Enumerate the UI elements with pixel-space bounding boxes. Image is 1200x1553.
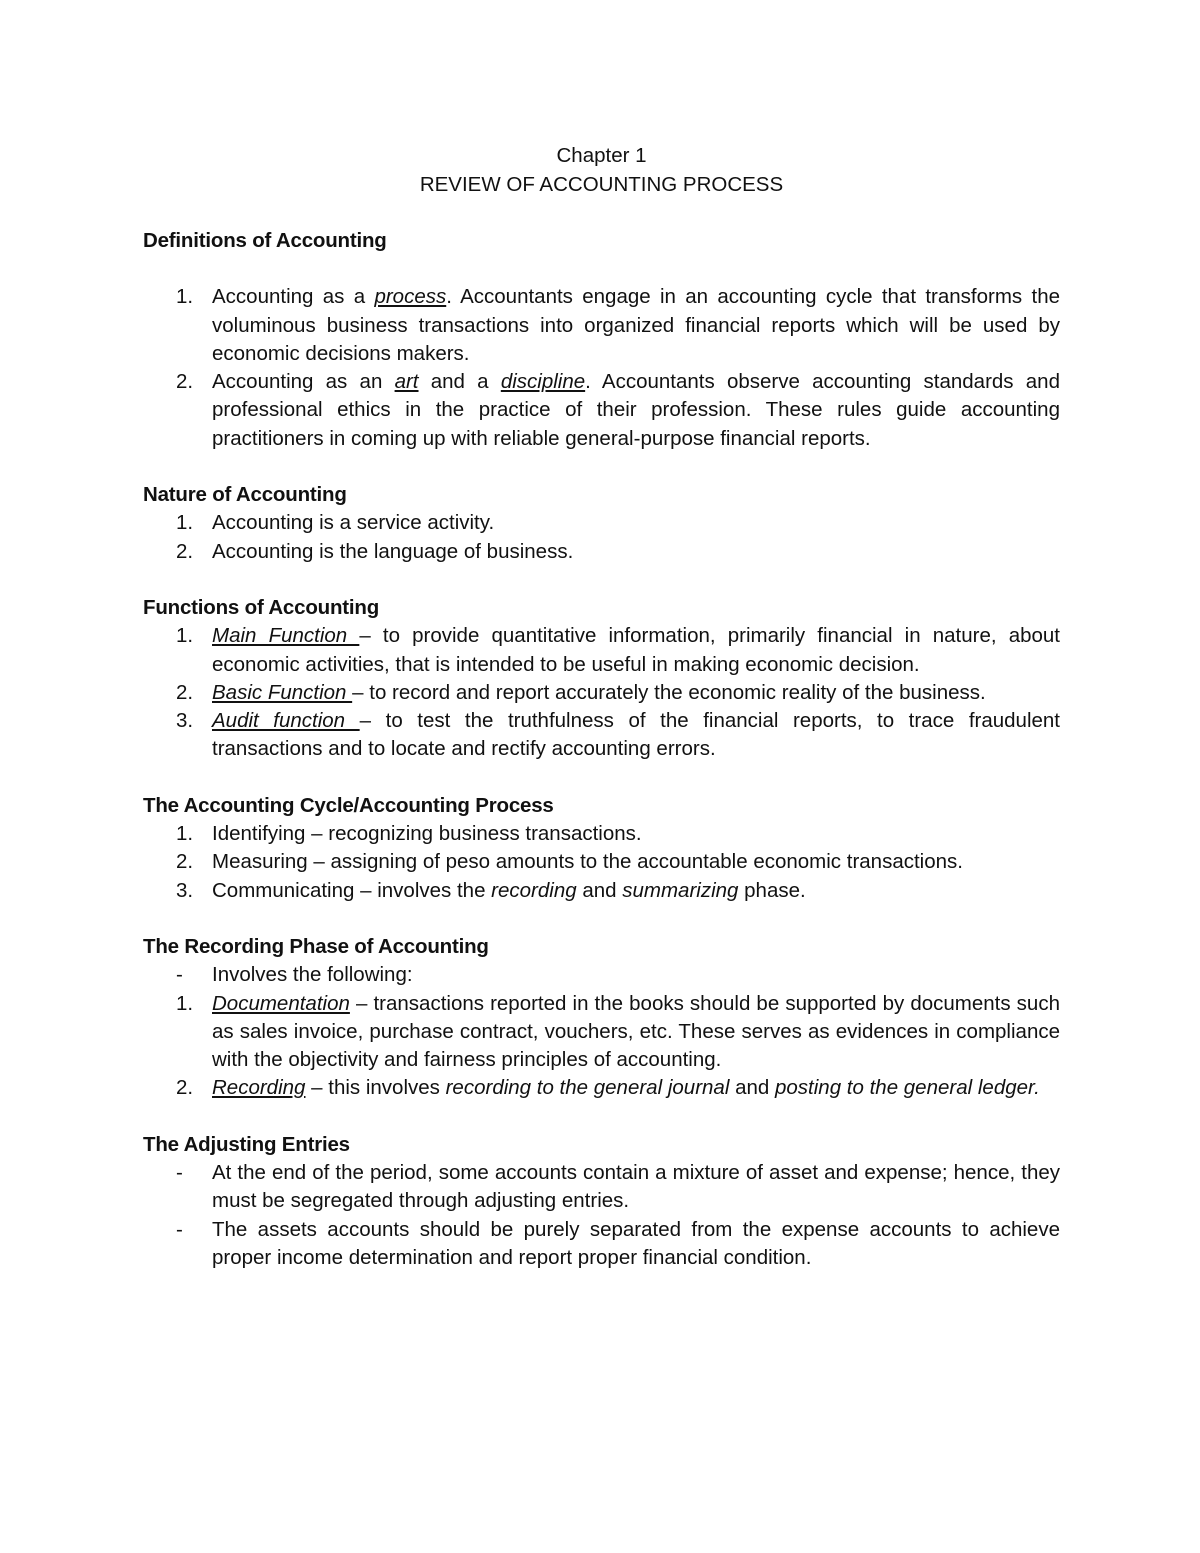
- item-text: Involves the following:: [212, 963, 413, 987]
- list-item: [143, 509, 1060, 537]
- list-number: 2.: [176, 850, 194, 874]
- list-item: [143, 538, 1060, 566]
- section-nature: [143, 481, 1060, 566]
- list-item: [143, 707, 1060, 764]
- item-emphasis: recording to the general journal: [445, 1076, 730, 1100]
- list-item: [143, 679, 1060, 707]
- item-text: – to record and report accurately the economic reality of the business.: [352, 680, 986, 704]
- list-number: 1.: [176, 991, 194, 1015]
- list-number: 2.: [176, 370, 194, 394]
- item-text: The assets accounts should be purely separated from the expense accounts to achieve proper income determination and report proper financial condition.: [212, 1217, 1060, 1269]
- section-cycle: [143, 792, 1060, 905]
- item-text: . Accountants engage in an accounting cycle that transforms the voluminous business transactions into organized financial reports which will be used by economic decisions makers.: [212, 285, 1060, 365]
- list-number: 2.: [176, 680, 194, 704]
- item-emphasis: posting to the general ledger.: [775, 1076, 1040, 1100]
- item-text: and: [576, 878, 623, 902]
- section-recording: [143, 933, 1060, 1103]
- list-item: [143, 368, 1060, 453]
- definitions-list: [143, 283, 1060, 453]
- nature-list: [143, 509, 1060, 566]
- item-emphasis: recording: [491, 878, 577, 902]
- item-text: – this involves: [305, 1076, 446, 1100]
- item-text: Accounting is a service activity.: [212, 511, 495, 535]
- list-item: [143, 1216, 1060, 1273]
- section-adjusting: [143, 1131, 1060, 1272]
- item-emphasis: summarizing: [622, 878, 739, 902]
- dash-marker: -: [176, 1217, 183, 1241]
- list-item: [143, 1074, 1060, 1102]
- section-definitions: [143, 227, 1060, 453]
- item-text: . Accountants observe accounting standards and professional ethics in the practice of their profession. These rules guide accounting practitioners in coming up with reliable general-purpose financial reports.: [212, 370, 1060, 450]
- item-term: Basic Function: [212, 680, 353, 704]
- section-heading: Nature of Accounting: [143, 483, 347, 507]
- dash-marker: -: [176, 963, 183, 987]
- list-item: [143, 877, 1060, 905]
- list-number: 2.: [176, 539, 194, 563]
- lead-item: [143, 961, 1060, 989]
- section-heading: The Adjusting Entries: [143, 1132, 350, 1156]
- list-item: [143, 622, 1060, 679]
- section-heading: The Recording Phase of Accounting: [143, 934, 489, 958]
- list-number: 1.: [176, 511, 194, 535]
- section-heading: Definitions of Accounting: [143, 229, 387, 252]
- item-term: Audit function: [212, 709, 360, 733]
- item-term: process: [374, 285, 447, 309]
- list-item: [143, 990, 1060, 1075]
- item-text: – transactions reported in the books should be supported by documents such as sales invoice, purchase contract, vouchers, etc. These serves as evidences in compliance with the objectivity and fairness principles of accounting.: [212, 991, 1060, 1072]
- item-term: Main Function: [212, 624, 360, 648]
- item-text: and a: [418, 370, 501, 394]
- item-text: Identifying – recognizing business transactions.: [212, 822, 642, 846]
- list-item: [143, 848, 1060, 876]
- item-text: – to test the truthfulness of the financial reports, to trace fraudulent transactions and to locate and rectify accounting errors.: [212, 709, 1060, 761]
- item-term: art: [394, 370, 419, 394]
- title-block: [143, 142, 1060, 199]
- item-term: discipline: [500, 370, 586, 394]
- item-text: Accounting is the language of business.: [212, 539, 574, 563]
- section-functions: [143, 594, 1060, 764]
- item-term: Documentation: [212, 991, 350, 1015]
- item-text: Measuring – assigning of peso amounts to the accountable economic transactions.: [212, 850, 963, 874]
- list-number: 3.: [176, 878, 194, 902]
- chapter-label: Chapter 1: [556, 144, 647, 167]
- chapter-title: REVIEW OF ACCOUNTING PROCESS: [419, 172, 784, 196]
- section-heading: Functions of Accounting: [143, 595, 380, 619]
- list-number: 1.: [176, 822, 194, 846]
- list-number: 1.: [176, 624, 194, 648]
- item-text: At the end of the period, some accounts contain a mixture of asset and expense; hence, they must be segregated through adjusting entries.: [212, 1161, 1060, 1213]
- item-text: phase.: [738, 878, 806, 902]
- recording-list: [143, 990, 1060, 1103]
- item-text: Accounting as a: [212, 285, 375, 309]
- item-text: Accounting as an: [212, 370, 395, 394]
- list-item: [143, 283, 1060, 368]
- list-number: 3.: [176, 709, 194, 733]
- list-number: 2.: [176, 1076, 194, 1100]
- item-term: Recording: [212, 1076, 306, 1100]
- item-text: – to provide quantitative information, primarily financial in nature, about economic activities, that is intended to be useful in making economic decision.: [212, 624, 1061, 676]
- adjusting-list: [143, 1159, 1060, 1272]
- document-content: [143, 142, 1060, 1300]
- list-number: 1.: [176, 285, 194, 309]
- list-item: [143, 820, 1060, 848]
- list-item: [143, 1159, 1060, 1216]
- section-heading: The Accounting Cycle/Accounting Process: [143, 793, 554, 817]
- dash-marker: -: [176, 1161, 183, 1185]
- functions-list: [143, 622, 1060, 763]
- item-text: and: [729, 1076, 775, 1100]
- item-text: Communicating – involves the: [212, 878, 492, 902]
- cycle-list: [143, 820, 1060, 905]
